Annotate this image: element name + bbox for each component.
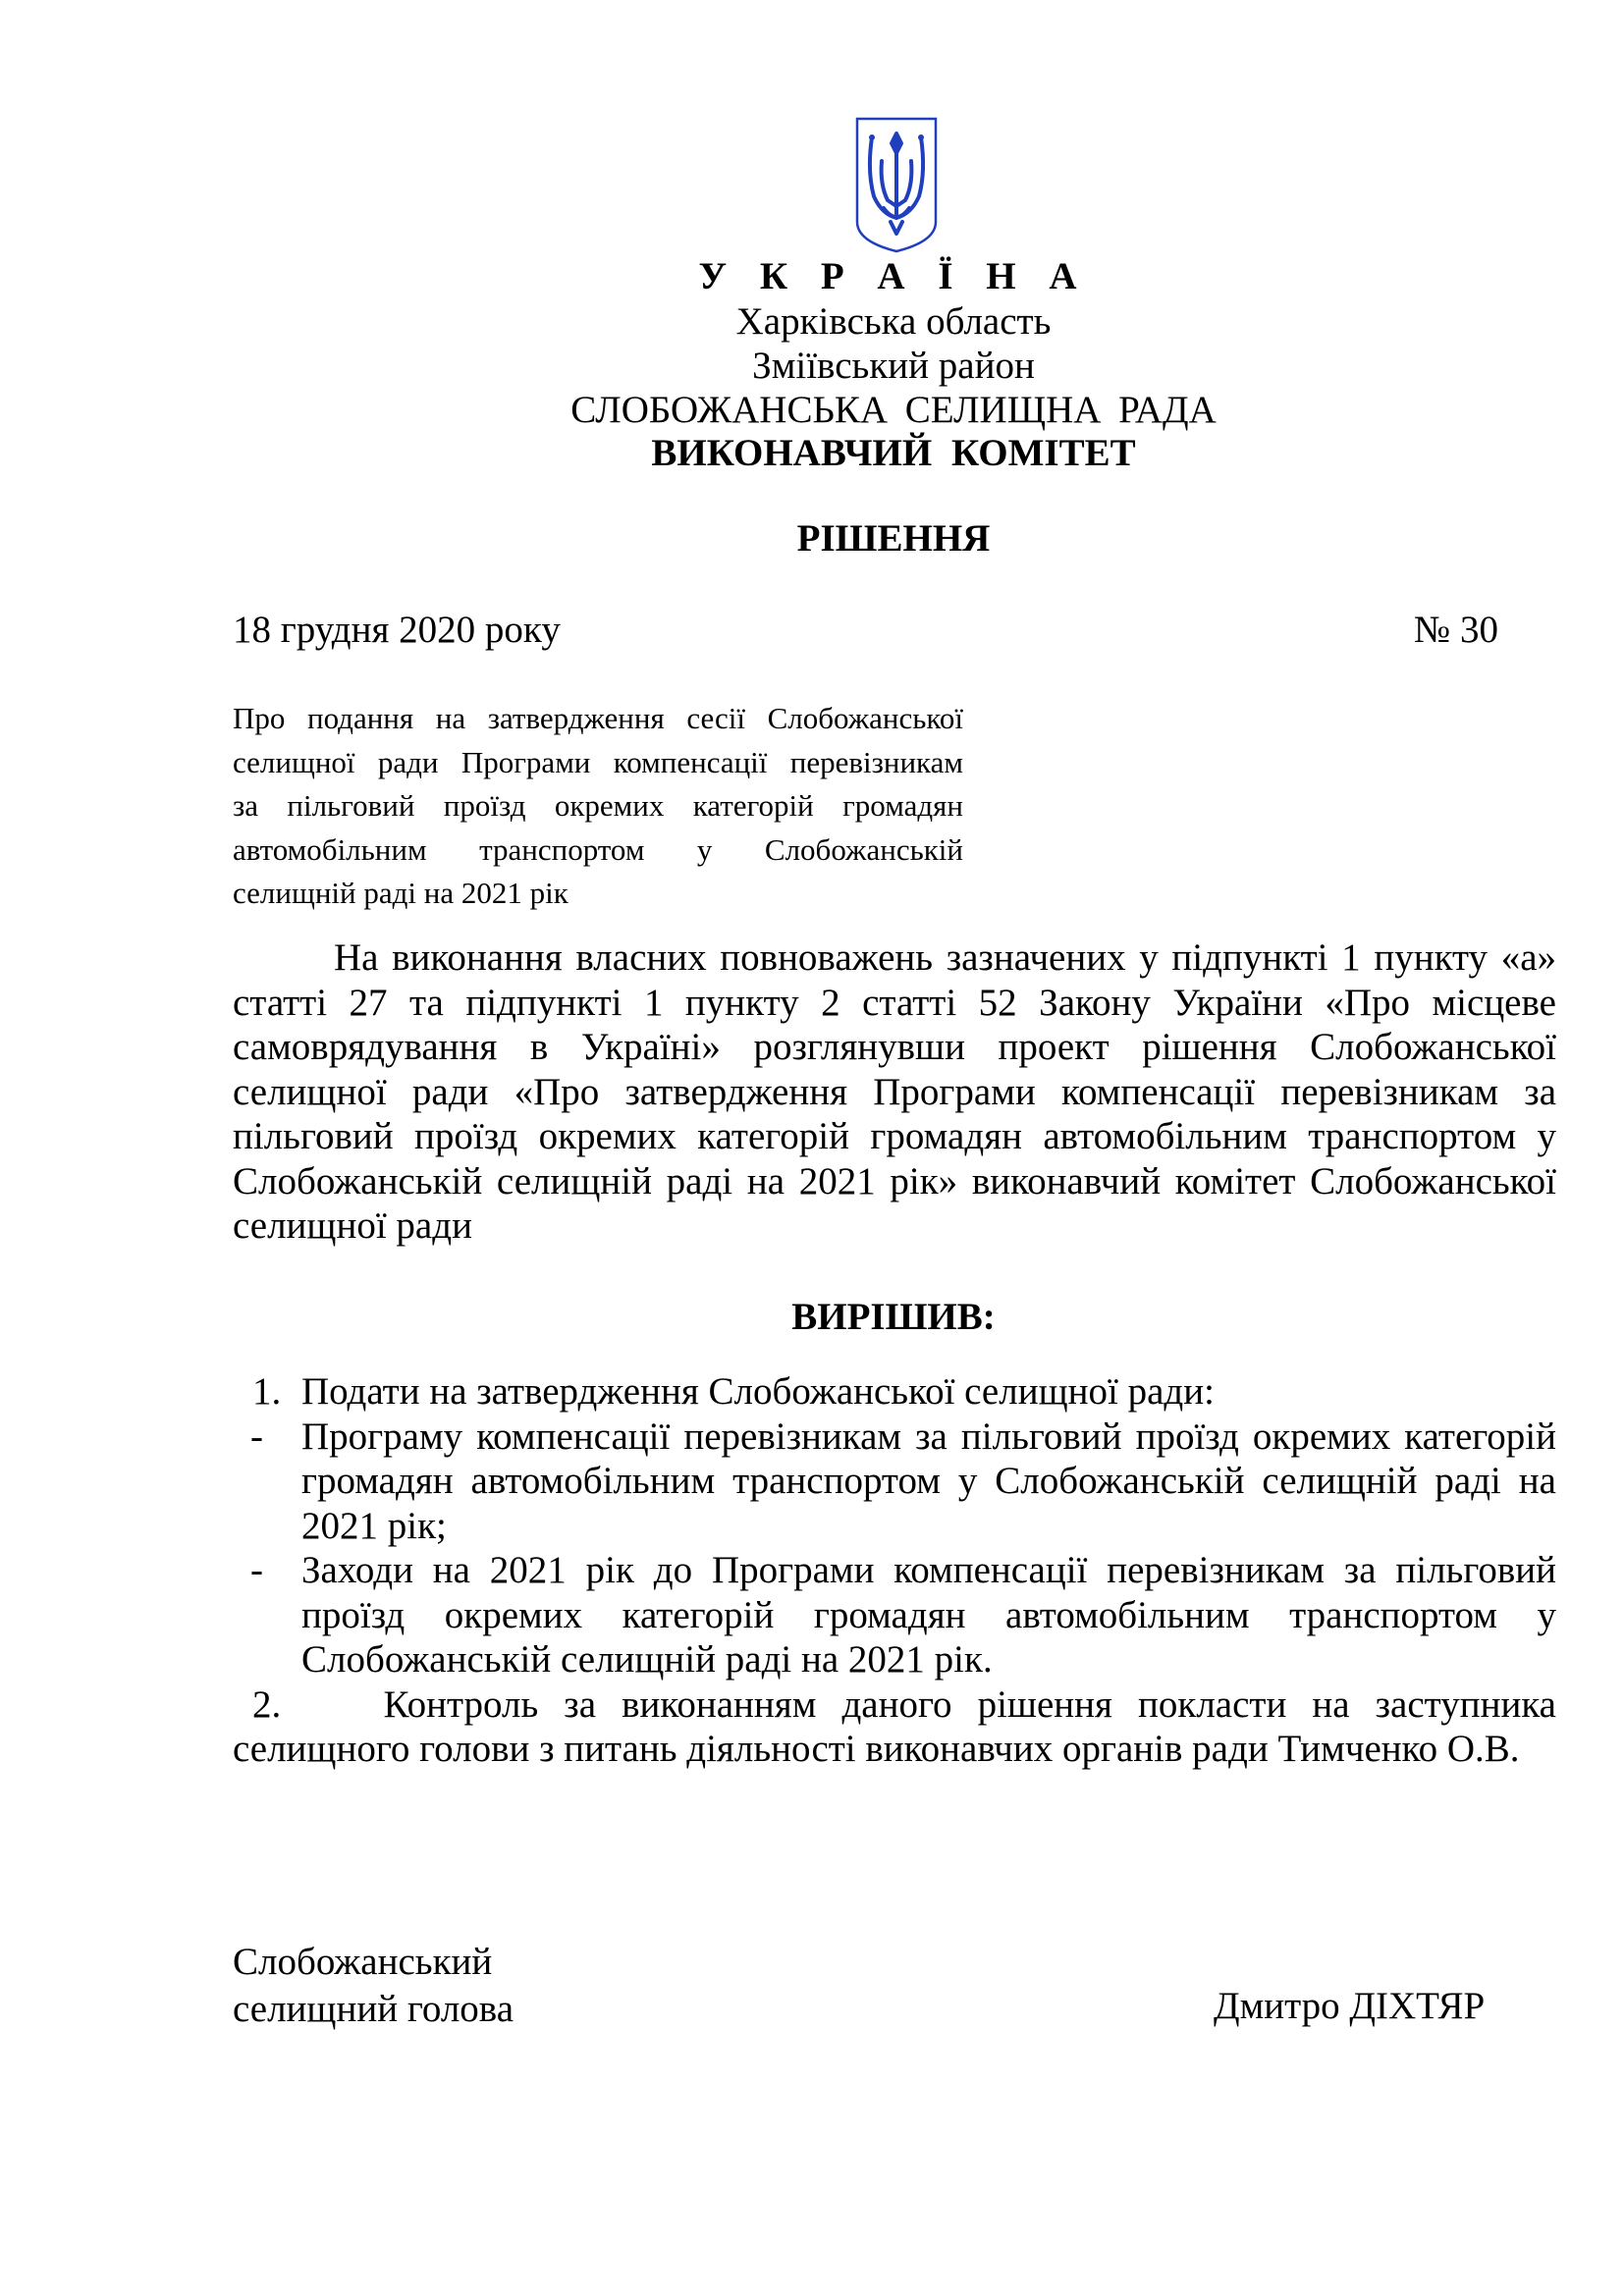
committee-name: ВИКОНАВЧИЙ КОМІТЕТ bbox=[651, 432, 1136, 474]
preamble-line: самоврядування в Україні» розглянувши проект рішення Слобожанської bbox=[233, 1026, 1556, 1068]
council-name: СЛОБОЖАНСЬКА СЕЛИЩНА РАДА bbox=[570, 389, 1217, 431]
item-line: Слобожанській селищній раді на 2021 рік. bbox=[301, 1638, 993, 1681]
preamble-paragraph bbox=[233, 935, 1556, 1249]
subject-line: автомобільним транспортом у Слобожанській bbox=[233, 831, 963, 867]
preamble-line: селищної ради bbox=[233, 1204, 472, 1247]
list-item bbox=[233, 1682, 1556, 1772]
subject-line: селищній раді на 2021 рік bbox=[233, 876, 568, 910]
document-type: РІШЕННЯ bbox=[796, 517, 991, 560]
subject-line: за пільговий проїзд окремих категорій громадян bbox=[233, 788, 963, 823]
item-line: 2. Контроль за виконанням даного рішення покласти на заступника bbox=[252, 1682, 1556, 1726]
subject-line: Про подання на затвердження сесії Слобожанської bbox=[233, 701, 963, 735]
item-line: селищного голови з питань діяльності виконавчих органів ради Тимченко О.В. bbox=[233, 1728, 1520, 1770]
item-line: Програму компенсації перевізникам за пільговий проїзд окремих категорій bbox=[301, 1415, 1556, 1458]
dash-marker: - bbox=[250, 1549, 263, 1591]
item-number: 1. bbox=[252, 1370, 282, 1413]
item-text: Подати на затвердження Слобожанської селищної ради: bbox=[301, 1370, 1215, 1413]
document-number: № 30 bbox=[1414, 609, 1498, 651]
decided-heading: ВИРІШИВ: bbox=[791, 1296, 996, 1338]
decision-items bbox=[233, 1369, 1556, 1772]
preamble-line: статті 27 та підпункті 1 пункту 2 статті 52 Закону України «Про місцеве bbox=[233, 981, 1556, 1024]
list-item bbox=[233, 1548, 1556, 1682]
signatory-name: Дмитро ДІХТЯР bbox=[1214, 1985, 1486, 2027]
dash-marker: - bbox=[250, 1415, 263, 1458]
list-item bbox=[233, 1369, 1556, 1415]
preamble-line: Слобожанській селищній раді на 2021 рік» виконавчий комітет Слобожанської bbox=[233, 1159, 1556, 1202]
decision-subject bbox=[233, 697, 963, 916]
item-line: громадян автомобільним транспортом у Слобожанській селищній раді на bbox=[301, 1460, 1556, 1502]
item-line: Заходи на 2021 рік до Програми компенсації перевізникам за пільговий bbox=[301, 1549, 1556, 1591]
region-line: Харківська область bbox=[735, 300, 1052, 343]
item-line: 2021 рік; bbox=[301, 1504, 447, 1547]
trident-emblem bbox=[854, 116, 939, 253]
item-line: проїзд окремих категорій громадян автомобільним транспортом у bbox=[301, 1593, 1556, 1636]
position-line: селищний голова bbox=[233, 1988, 514, 2030]
preamble-line: На виконання власних повноважень зазначених у підпункті 1 пункту «а» bbox=[334, 936, 1556, 979]
subject-line: селищної ради Програми компенсації перевізникам bbox=[233, 744, 963, 779]
preamble-line: пільговий проїзд окремих категорій громадян автомобільним транспортом у bbox=[233, 1115, 1556, 1157]
document-date: 18 грудня 2020 року bbox=[233, 609, 561, 651]
preamble-line: селищної ради «Про затвердження Програми компенсації перевізникам за bbox=[233, 1070, 1556, 1113]
list-item bbox=[233, 1415, 1556, 1549]
country-title: У К Р А Ї Н А bbox=[698, 255, 1089, 297]
signatory-position bbox=[233, 1939, 514, 2033]
district-line: Зміївський район bbox=[752, 345, 1035, 387]
position-line: Слобожанський bbox=[233, 1941, 493, 1983]
